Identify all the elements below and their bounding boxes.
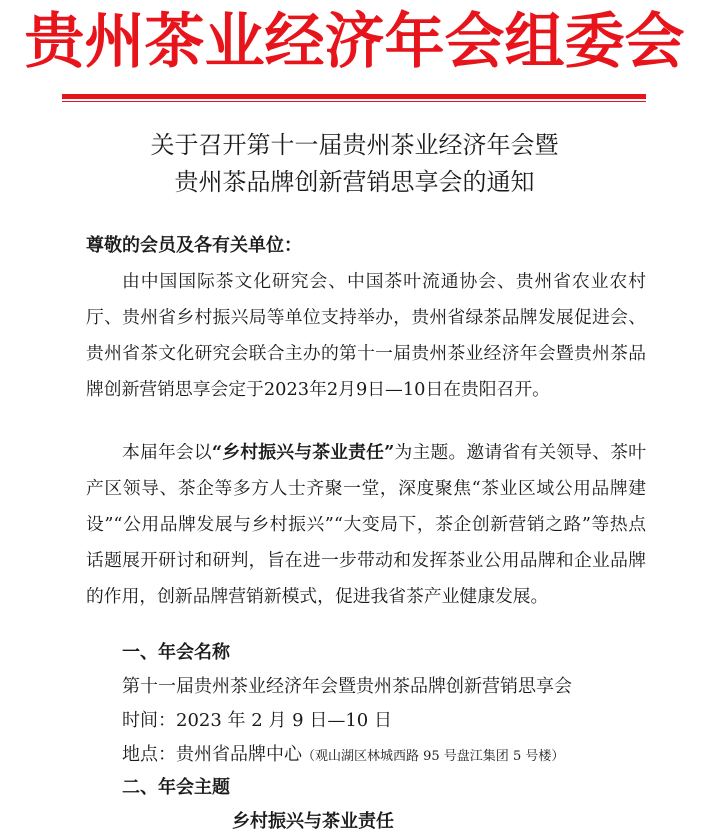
- paragraph-theme-rest: 为主题。邀请省有关领导、茶叶产区领导、茶企等多方人士齐聚一堂，深度聚焦“茶业区域公用品牌建设”“公用品牌发展与乡村振兴”“大变局下，茶企创新营销之路”等热点话题展开研讨和研判，旨在进一步带动和发挥茶业公用品牌和企业品牌的作用，创新品牌营销新模式，促进我省茶产业健康发展。: [86, 442, 646, 607]
- conference-place-detail: （观山湖区林城西路 95 号盘江集团 5 号楼）: [302, 749, 565, 764]
- paragraph-theme-highlight: “乡村振兴与茶业责任”: [211, 442, 395, 463]
- paragraph-theme: [86, 435, 646, 615]
- letterhead-rule-thick: [62, 94, 646, 99]
- conference-theme: 乡村振兴与茶业责任: [232, 811, 394, 832]
- paragraph-theme-prefix: 本届年会以: [122, 442, 212, 463]
- letterhead-rule-thin: [62, 101, 646, 102]
- document-title-line-2: 贵州茶品牌创新营销思享会的通知: [174, 168, 535, 196]
- conference-name: 第十一届贵州茶业经济年会暨贵州茶品牌创新营销思享会: [122, 676, 572, 697]
- conference-place-label: 地点：贵州省品牌中心: [122, 744, 302, 765]
- conference-place: [122, 738, 564, 773]
- salutation: 尊敬的会员及各有关单位：: [86, 235, 302, 256]
- section-2-heading: 二、年会主题: [122, 777, 230, 798]
- org-name: 贵州茶业经济年会组委会: [24, 7, 685, 77]
- section-1-heading: 一、年会名称: [122, 642, 230, 663]
- conference-time: 时间：2023 年 2 月 9 日—10 日: [122, 710, 392, 731]
- letterhead: [0, 0, 709, 110]
- document-title-line-1: 关于召开第十一届贵州茶业经济年会暨: [150, 131, 559, 159]
- paragraph-intro: 由中国国际茶文化研究会、中国茶叶流通协会、贵州省农业农村厅、贵州省乡村振兴局等单位支持举办，贵州省绿茶品牌发展促进会、贵州省茶文化研究会联合主办的第十一届贵州茶业经济年会暨贵州茶品牌创新营销思享会定于2023年2月9日—10日在贵阳召开。: [86, 271, 646, 400]
